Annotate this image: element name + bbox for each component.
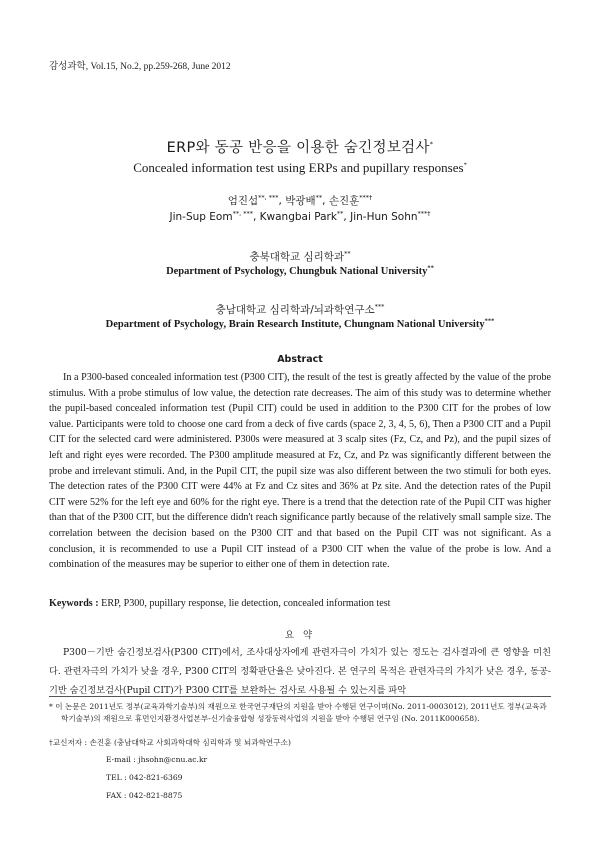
title-korean [0, 136, 600, 157]
author-name: Jin-Hun Sohn [350, 211, 418, 223]
author-mark: ** [336, 209, 344, 218]
author-name: 박광배 [285, 195, 316, 207]
affiliation-2-english [0, 319, 600, 330]
author-mark: **, *** [258, 193, 279, 202]
footnote-corr-text: 교신저자 : 손진훈 (충남대학교 사회과학대학 심리학과 및 뇌과학연구소) [52, 738, 291, 747]
summary-body: P300－기반 숨긴정보검사(P300 CIT)에서, 조사대상자에게 관련자극이 가치가 있는 정도는 검사결과에 큰 영향을 미친다. 관련자극의 가치가 낮을 경우, P300 CIT의 정확판단율은 낮아진다. 본 연구의 목적은 관련자극의 가치가 낮은 경우, 동공-기반 숨긴정보검사(Pupil CIT)가 P300 CIT를 보완하는 검사로 사용될 수 있는지를 파악 [49, 647, 551, 696]
footnote-mark: † [49, 738, 53, 747]
title-english-text: Concealed information test using ERPs and pupillary responses [133, 160, 464, 175]
keywords [49, 598, 551, 609]
footnote-funding [49, 701, 551, 724]
contact-email: E-mail : jhsohn@cnu.ac.kr [106, 755, 208, 764]
authors-english: Jin-Sup Eom**, ***, Kwangbai Park**, Jin-Hun Sohn***† [169, 209, 431, 223]
contact-fax: FAX : 042-821-8875 [106, 791, 183, 800]
authors-korean: 엄진섭**, ***, 박광배**, 손진훈***† [227, 193, 373, 207]
footnote-funding-text: 이 논문은 2011년도 정부(교육과학기술부)의 재원으로 한국연구재단의 지원을 받아 수행된 연구이며(No. 2011-0003012), 2011년도 정부(교육과학기술부)의 재원으로 휴먼인지환경사업본부-신기술융합형 성장동력사업의 지원을 받아 수행된 연구임 (No. 2011K000658). [55, 702, 547, 723]
affiliation-text: Department of Psychology, Chungbuk National University [166, 266, 428, 277]
author-name: Kwangbai Park [259, 211, 337, 223]
affiliation-mark: *** [484, 317, 495, 325]
title-korean-text: ERP와 동공 반응을 이용한 숨긴정보검사 [166, 140, 430, 156]
affiliation-1-english [0, 266, 600, 277]
summary-heading: 요 약 [284, 630, 316, 641]
abstract-body: In a P300-based concealed information test (P300 CIT), the result of the test is greatly affected by the value of the probe stimulus. With a probe stimulus of low value, the detection rate decreases. The aim of this study was to determine whether the pupil-based concealed information test (Pupil CIT) could be used in addition to the P300 CIT for the probes of low value. Participants were told to choose one card from a deck of five cards (space 2, 3, 4, 5, 6), Then a P300 CIT and a Pupil CIT for the selected card were administered. P300s were measured at 3 scalp sites (Fz, Cz, and Pz), and the pupil sizes of left and right eyes were recorded. The P300 amplitude measured at Fz, Cz, and Pz was significantly different between the probe and irrelevant stimuli. And, in the Pupil CIT, the pupil size was also different between the two stimuli for both eyes. The detection rates of the P300 CIT were 44% at Fz and Cz sites and 36% at Pz site. And the detection rates of the Pupil CIT were 52% for the left eye and 60% for the right eye. There is a trend that the detection rate of the Pupil CIT was higher than that of the P300 CIT, but the difference didn't reach significance partly because of the relatively small sample size. The correlation between the decision based on the P300 CIT and that based on the Pupil CIT was not significant. As a conclusion, it is recommended to use a Pupil CIT instead of a P300 CIT when the value of the probe is low. And a combination of the measures may be superior to either one of them in detection rate. [49, 372, 551, 571]
author-name: 손진훈 [328, 195, 360, 207]
journal-citation: 감성과학, Vol.15, No.2, pp.259-268, June 2012 [49, 62, 231, 72]
title-english [0, 160, 600, 176]
author-mark: ** [315, 193, 323, 202]
keywords-label: Keywords : [49, 598, 99, 609]
footnote-divider [49, 696, 551, 697]
author-name: 엄진섭 [227, 195, 259, 207]
author-mark: **, *** [232, 209, 253, 218]
affiliation-text: Department of Psychology, Brain Research Institute, Chungnam National University [105, 319, 485, 330]
abstract-heading: Abstract [277, 354, 323, 365]
author-name: Jin-Sup Eom [169, 211, 233, 223]
footnote-mark: * [49, 702, 53, 711]
affiliation-1-korean [0, 249, 600, 264]
affiliation-mark: ** [427, 264, 434, 272]
affiliation-mark: ** [344, 249, 351, 258]
keywords-list: ERP, P300, pupillary response, lie detection, concealed information test [101, 598, 391, 609]
author-mark: ***† [359, 193, 373, 202]
contact-tel: TEL : 042-821-6369 [106, 773, 183, 782]
author-mark: ***† [417, 209, 431, 218]
affiliation-text: 충남대학교 심리학과/뇌과학연구소 [215, 304, 375, 316]
footnote-corresponding-author [49, 737, 551, 749]
affiliation-text: 충북대학교 심리학과 [249, 251, 345, 263]
affiliation-2-korean [0, 302, 600, 317]
title-korean-mark: * [429, 140, 434, 149]
affiliation-mark: *** [374, 302, 385, 311]
title-english-mark: * [463, 161, 467, 169]
